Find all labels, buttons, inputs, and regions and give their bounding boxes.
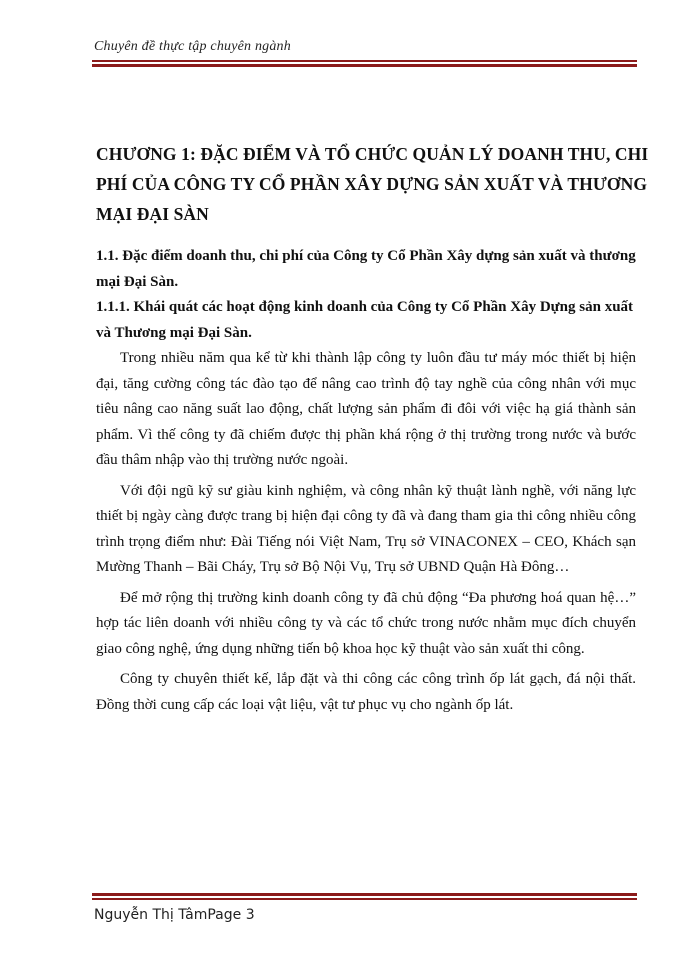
section-heading-1-1-1: 1.1.1. Khái quát các hoạt động kinh doanh của Công ty Cổ Phần Xây Dựng sản xuất và Thương mại Đại Sàn. bbox=[96, 299, 634, 341]
paragraph: Với đội ngũ kỹ sư giàu kinh nghiệm, và công nhân kỹ thuật lành nghề, với năng lực thiết bị ngày càng được trang bị hiện đại công ty đã và đang tham gia thi công nhiều công trình trọng điểm như: Đài Tiếng nói Việt Nam, Trụ sở VINACONEX – CEO, Khách sạn Mường Thanh – Bãi Cháy, Trụ sở Bộ Nội Vụ, Trụ sở UBND Quận Hà Đông… bbox=[96, 482, 636, 575]
chapter-title: CHƯƠNG 1: ĐẶC ĐIỂM VÀ TỔ CHỨC QUẢN LÝ DOANH THU, CHI PHÍ CỦA CÔNG TY CỔ PHẦN XÂY DỰNG SẢN XUẤT VÀ THƯƠNG MẠI ĐẠI SÀN bbox=[96, 144, 649, 224]
header-divider bbox=[92, 60, 637, 67]
paragraph: Để mở rộng thị trường kinh doanh công ty đã chủ động “Đa phương hoá quan hệ…” hợp tác liên doanh với nhiều công ty và các tổ chức trong nước nhằm mục đích chuyển giao công nghệ, ứng dụng những tiến bộ khoa học kỹ thuật vào sản xuất thi công. bbox=[96, 589, 636, 657]
paragraph: Trong nhiều năm qua kể từ khi thành lập công ty luôn đầu tư máy móc thiết bị hiện đại, tăng cường công tác đào tạo để nâng cao trình độ tay nghề của công nhân với mục tiêu nâng cao năng suất lao động, chất lượng sản phẩm đi đôi với việc hạ giá thành sản phẩm. Vì thế công ty đã chiếm được thị phần khá rộng ở thị trường trong nước và bước đầu thâm nhập vào thị trường nước ngoài. bbox=[96, 350, 636, 468]
page-footer: Nguyễn Thị TâmPage 3 bbox=[94, 907, 255, 923]
paragraph: Công ty chuyên thiết kế, lắp đặt và thi công các công trình ốp lát gạch, đá nội thất. Đồng thời cung cấp các loại vật liệu, vật tư phục vụ cho ngành ốp lát. bbox=[96, 671, 636, 713]
document-body bbox=[96, 244, 636, 723]
page-header-title: Chuyên đề thực tập chuyên ngành bbox=[94, 39, 291, 54]
footer-divider bbox=[92, 893, 637, 900]
section-heading-1-1: 1.1. Đặc điểm doanh thu, chi phí của Công ty Cổ Phần Xây dựng sản xuất và thương mại Đại Sàn. bbox=[96, 248, 636, 290]
